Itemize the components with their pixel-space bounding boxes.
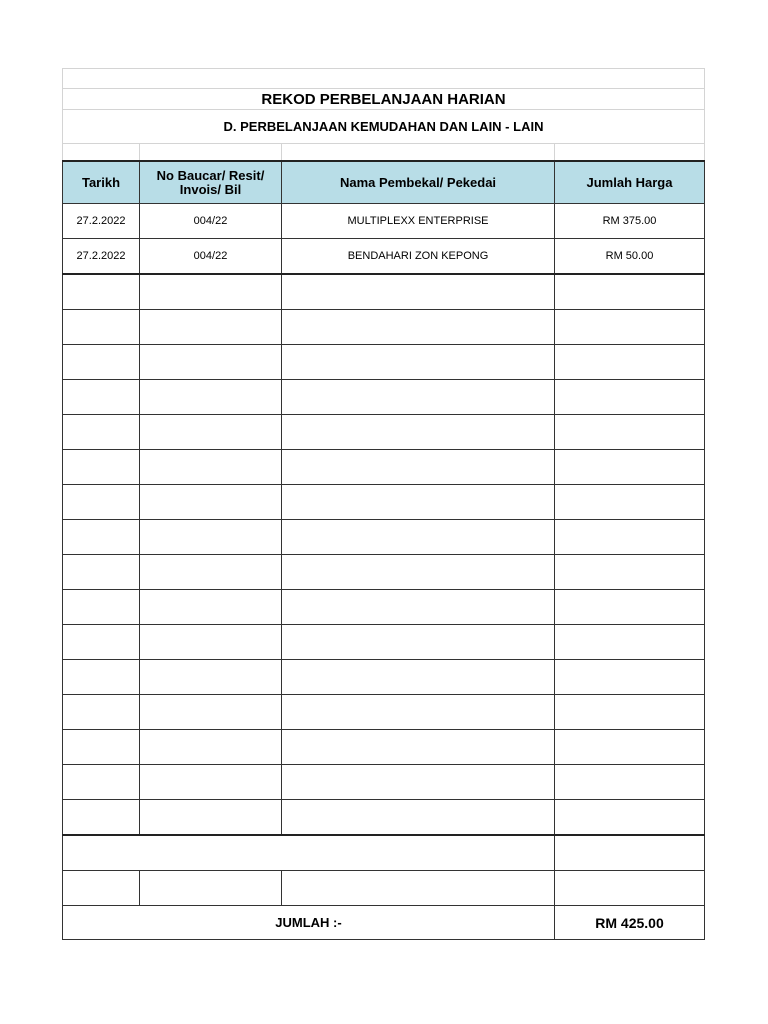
blank-cell[interactable] bbox=[63, 415, 140, 450]
blank-cell[interactable] bbox=[63, 730, 140, 765]
blank-cell[interactable] bbox=[282, 310, 555, 345]
total-row bbox=[63, 906, 705, 940]
blank-cell[interactable] bbox=[63, 380, 140, 415]
header-date: Tarikh bbox=[63, 161, 140, 204]
empty-table-row bbox=[63, 450, 705, 485]
blank-cell[interactable] bbox=[63, 590, 140, 625]
empty-table-row bbox=[63, 871, 705, 906]
blank-cell[interactable] bbox=[140, 415, 282, 450]
blank-cell[interactable] bbox=[555, 144, 705, 162]
blank-cell[interactable] bbox=[63, 660, 140, 695]
blank-cell[interactable] bbox=[140, 520, 282, 555]
table-row bbox=[63, 204, 705, 239]
blank-cell[interactable] bbox=[282, 555, 555, 590]
empty-table-row bbox=[63, 485, 705, 520]
blank-cell[interactable] bbox=[63, 450, 140, 485]
empty-table-row bbox=[63, 765, 705, 800]
blank-cell[interactable] bbox=[140, 274, 282, 310]
blank-cell[interactable] bbox=[555, 310, 705, 345]
empty-table-row bbox=[63, 800, 705, 836]
blank-cell[interactable] bbox=[555, 415, 705, 450]
blank-cell[interactable] bbox=[555, 590, 705, 625]
blank-cell[interactable] bbox=[282, 485, 555, 520]
blank-cell[interactable] bbox=[282, 590, 555, 625]
cell-amount[interactable]: RM 50.00 bbox=[555, 239, 705, 275]
blank-cell[interactable] bbox=[282, 730, 555, 765]
blank-cell[interactable] bbox=[282, 625, 555, 660]
blank-cell[interactable] bbox=[63, 800, 140, 836]
blank-cell[interactable] bbox=[555, 520, 705, 555]
blank-cell[interactable] bbox=[555, 835, 705, 871]
cell-date[interactable]: 27.2.2022 bbox=[63, 204, 140, 239]
blank-cell[interactable] bbox=[555, 485, 705, 520]
document-subtitle: D. PERBELANJAAN KEMUDAHAN DAN LAIN - LAIN bbox=[63, 110, 705, 144]
blank-cell[interactable] bbox=[63, 765, 140, 800]
blank-cell[interactable] bbox=[555, 345, 705, 380]
empty-table-row bbox=[63, 555, 705, 590]
blank-cell[interactable] bbox=[63, 485, 140, 520]
blank-cell[interactable] bbox=[140, 380, 282, 415]
blank-cell[interactable] bbox=[63, 835, 555, 871]
blank-summary-row bbox=[63, 835, 705, 871]
table-row bbox=[63, 239, 705, 275]
empty-table-row bbox=[63, 625, 705, 660]
blank-cell[interactable] bbox=[555, 871, 705, 906]
blank-cell[interactable] bbox=[63, 520, 140, 555]
total-label: JUMLAH :- bbox=[63, 906, 555, 940]
blank-cell[interactable] bbox=[282, 871, 555, 906]
blank-cell[interactable] bbox=[140, 730, 282, 765]
empty-table-row bbox=[63, 415, 705, 450]
blank-cell[interactable] bbox=[555, 380, 705, 415]
blank-cell[interactable] bbox=[140, 695, 282, 730]
blank-cell[interactable] bbox=[282, 415, 555, 450]
header-supplier: Nama Pembekal/ Pekedai bbox=[282, 161, 555, 204]
blank-cell[interactable] bbox=[282, 520, 555, 555]
blank-cell[interactable] bbox=[282, 660, 555, 695]
cell-date[interactable]: 27.2.2022 bbox=[63, 239, 140, 275]
blank-cell[interactable] bbox=[140, 485, 282, 520]
blank-cell[interactable] bbox=[63, 871, 140, 906]
blank-cell[interactable] bbox=[63, 274, 140, 310]
blank-cell[interactable] bbox=[63, 69, 705, 89]
blank-cell[interactable] bbox=[140, 345, 282, 380]
blank-cell[interactable] bbox=[63, 695, 140, 730]
blank-cell[interactable] bbox=[140, 800, 282, 836]
expense-record-sheet bbox=[62, 68, 704, 940]
blank-cell[interactable] bbox=[282, 380, 555, 415]
blank-cell[interactable] bbox=[140, 450, 282, 485]
blank-cell[interactable] bbox=[555, 660, 705, 695]
blank-cell[interactable] bbox=[140, 144, 282, 162]
blank-cell[interactable] bbox=[555, 450, 705, 485]
blank-cell[interactable] bbox=[282, 765, 555, 800]
expense-table bbox=[62, 68, 705, 940]
title-row bbox=[63, 89, 705, 110]
blank-cell[interactable] bbox=[282, 144, 555, 162]
blank-cell[interactable] bbox=[63, 555, 140, 590]
empty-table-row bbox=[63, 345, 705, 380]
cell-voucher[interactable]: 004/22 bbox=[140, 204, 282, 239]
empty-table-row bbox=[63, 274, 705, 310]
blank-cell[interactable] bbox=[282, 345, 555, 380]
header-voucher: No Baucar/ Resit/ Invois/ Bil bbox=[140, 161, 282, 204]
total-value: RM 425.00 bbox=[555, 906, 705, 940]
empty-table-row bbox=[63, 660, 705, 695]
blank-cell[interactable] bbox=[63, 310, 140, 345]
table-header-row bbox=[63, 161, 705, 204]
blank-cell[interactable] bbox=[140, 625, 282, 660]
empty-table-row bbox=[63, 730, 705, 765]
header-amount: Jumlah Harga bbox=[555, 161, 705, 204]
empty-table-row bbox=[63, 695, 705, 730]
empty-table-row bbox=[63, 380, 705, 415]
blank-cell[interactable] bbox=[63, 345, 140, 380]
cell-supplier[interactable]: MULTIPLEXX ENTERPRISE bbox=[282, 204, 555, 239]
cell-voucher[interactable]: 004/22 bbox=[140, 239, 282, 275]
empty-table-row bbox=[63, 520, 705, 555]
blank-cell[interactable] bbox=[555, 555, 705, 590]
empty-table-row bbox=[63, 590, 705, 625]
blank-cell[interactable] bbox=[140, 871, 282, 906]
blank-cell[interactable] bbox=[555, 695, 705, 730]
blank-cell[interactable] bbox=[555, 274, 705, 310]
blank-cell[interactable] bbox=[282, 450, 555, 485]
blank-cell[interactable] bbox=[63, 625, 140, 660]
document-title: REKOD PERBELANJAAN HARIAN bbox=[63, 89, 705, 110]
blank-cell[interactable] bbox=[140, 310, 282, 345]
top-blank-row bbox=[63, 69, 705, 89]
blank-cell[interactable] bbox=[555, 765, 705, 800]
blank-cell[interactable] bbox=[140, 590, 282, 625]
blank-cell[interactable] bbox=[63, 144, 140, 162]
empty-table-row bbox=[63, 310, 705, 345]
blank-cell[interactable] bbox=[140, 660, 282, 695]
subtitle-row bbox=[63, 110, 705, 144]
cell-supplier[interactable]: BENDAHARI ZON KEPONG bbox=[282, 239, 555, 275]
blank-cell[interactable] bbox=[282, 274, 555, 310]
blank-cell[interactable] bbox=[140, 555, 282, 590]
blank-cell[interactable] bbox=[555, 730, 705, 765]
blank-cell[interactable] bbox=[555, 800, 705, 836]
blank-cell[interactable] bbox=[282, 800, 555, 836]
cell-amount[interactable]: RM 375.00 bbox=[555, 204, 705, 239]
spacer-row bbox=[63, 144, 705, 162]
blank-cell[interactable] bbox=[140, 765, 282, 800]
blank-cell[interactable] bbox=[555, 625, 705, 660]
blank-cell[interactable] bbox=[282, 695, 555, 730]
